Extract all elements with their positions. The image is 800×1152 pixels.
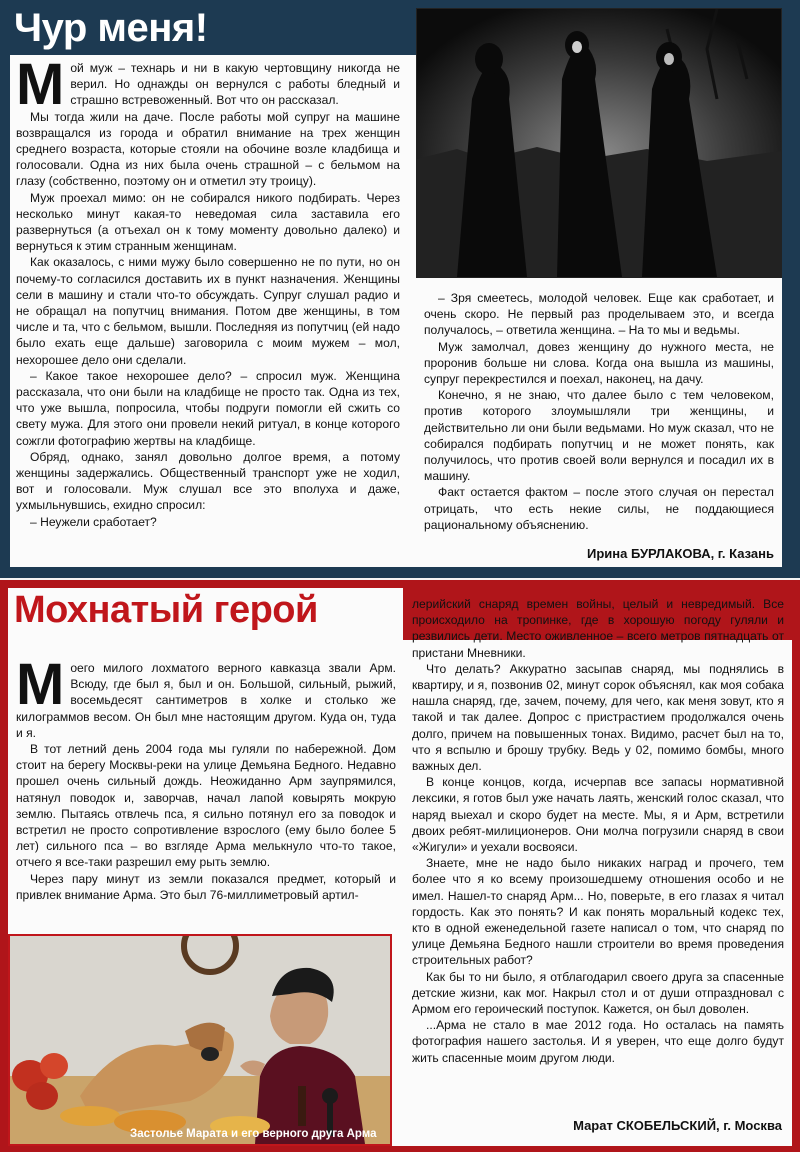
paragraph: – Какое такое нехорошее дело? – спросил муж. Женщина рассказала, что они были на кладбище не просто так. Одна из тех, что уже вышла, попросила, чтобы подруги помогли ей сжить со свету мужа. Для этого они провели некий ритуал, в конце которого сожгли фотографию жертвы на кладбище. bbox=[16, 368, 400, 448]
paragraph: Как бы то ни было, я отблагодарил своего друга за спасенные детские жизни, как мог. Накрыл стол и от души отпраздновал с Армом его героический поступок. Кажется, он был доволен. bbox=[412, 969, 784, 1017]
three-women-photo-graphic bbox=[417, 9, 781, 277]
paragraph: оего милого лохматого верного кавказца звали Арм. Всюду, где был я, был и он. Большой, сильный, рыжий, восемьдесят сантиметров в холке и столько же килограммов весом. Он был мне настоящим другом. Куда он, туда и я. bbox=[16, 661, 396, 740]
paragraph: – Зря смеетесь, молодой человек. Еще как сработает, и очень скоро. Не первый раз проделываем это, и всегда получалось, – ответила женщина. – На то мы и ведьмы. bbox=[424, 291, 774, 338]
paragraph: Как оказалось, с ними мужу было совершенно не по пути, но он почему-то согласился доставить их в пункт назначения. Женщины сели в машину и стали что-то обсуждать. Супруг слушал радио и не обращал на попутчиц внимания. Потом две женщины, в том числе и та, что с бельмом, вышли. Последняя из попутчиц (ей надо было ехать еще дальше) заговорила с моим мужем – мол, нехорошее дело они сделали. bbox=[16, 255, 400, 367]
paragraph: Конечно, я не знаю, что далее было с тем человеком, против которого злоумышляли три женщины, и действительно ли они были ведьмами. Но муж сказал, что не собирался подбирать попутчиц и не может понять, как получилось, что против своей воли вернулся и посадил их в машину. bbox=[424, 388, 774, 484]
article1-left-column bbox=[16, 52, 400, 530]
three-women-photo bbox=[416, 8, 782, 278]
paragraph: В тот летний день 2004 года мы гуляли по набережной. Дом стоит на берегу Москвы-реки на улице Демьяна Бедного. Недавно прошел очень сильный дождь. Неожиданно Арм заупрямился, натянул поводок и, заворчав, начал лапой ковырять мокрую землю. Пытаясь отвлечь пса, я сильно потянул его за поводок и встретил не просто сопротивление взрослого (ему было более 5 лет) сильного пса – во взгляде Арма мелькнуло что-то такое, отчего я все-таки разрешил ему рыть землю. bbox=[16, 742, 396, 870]
dropcap: М bbox=[16, 52, 65, 117]
photo-caption: Застолье Марата и его верного друга Арма bbox=[130, 1128, 377, 1140]
paragraph: – Неужели сработает? bbox=[30, 514, 157, 529]
paragraph: ...Арма не стало в мае 2012 года. Но осталась на память фотография нашего застолья. И я уверен, что еще долго будут жить спасенные моим другом люди. bbox=[412, 1018, 784, 1065]
article-title: Мохнатый герой bbox=[14, 589, 318, 631]
paragraph: Мы тогда жили на даче. После работы мой супруг на машине возвращался из города и обратил внимание на трех женщин среднего возраста, которые стояли на обочине возле кладбища и голосовали. Одна из них была очень страшной – с бельмом на глазу (собственно, поэтому он и отметил эту троицу). bbox=[16, 109, 400, 189]
paragraph: Муж замолчал, довез женщину до нужного места, не проронив больше ни слова. Когда она вышла из машины, супруг перекрестился и поехал, наконец, на дачу. bbox=[424, 339, 774, 387]
author-signature: Марат СКОБЕЛЬСКИЙ, г. Москва bbox=[573, 1118, 782, 1133]
paragraph: Через пару минут из земли показался предмет, который и привлек внимание Арма. Это был 76-миллиметровый артил- bbox=[16, 871, 396, 902]
article1-right-column bbox=[424, 290, 774, 533]
paragraph: Что делать? Аккуратно засыпав снаряд, мы поднялись в квартиру, и я, позвонив 02, минут сорок объяснял, как моя собака нашла снаряд, где, зачем, почему, для чего, как меня зовут, кто я такой и так далее. Допрос с пристрастием продолжался очень долго, причем на повышенных тонах. Видимо, расчет был на то, что я вспылю и брошу трубку. Ведь у 02, помимо бомбы, много важных дел. bbox=[412, 661, 784, 774]
paragraph: лерийский снаряд времен войны, целый и невредимый. Все происходило на тропинке, где в хорошую погоду гуляли и резвились дети. Место оживленное – всего метров пятнадцать от пристани Мневники. bbox=[412, 597, 784, 660]
article2-left-column bbox=[16, 652, 396, 903]
paragraph: Муж проехал мимо: он не собирался никого подбирать. Через несколько минут какая-то неведомая сила заставила его развернуться (а отъехал он к тому моменту довольно далеко) и вернуться к этим странным женщинам. bbox=[16, 190, 400, 254]
paragraph: ой муж – технарь и ни в какую чертовщину никогда не верил. Но однажды он вернулся с работы бледный и страшно встревоженный. Вот что он рассказал. bbox=[70, 61, 400, 108]
paragraph: В конце концов, когда, исчерпав все запасы нормативной лексики, я готов был уже начать лаять, женский голос сказал, что наряд выехал и скоро будет на месте. Мы, я и Арм, встретили двоих ребят-милиционеров. Они молча погрузили снаряд в свои «Жигули» и уехали восвояси. bbox=[412, 775, 784, 855]
paragraph: Знаете, мне не надо было никаких наград и прочего, тем более что я ко всему произошедшему отношения особо и не имел. Нашел-то снаряд Арм... Но, поверьте, в его глазах я читал гордость. Как это понять? И как понять моральный кодекс тех, кто в одной еженедельной газете написал о том, что снаряд по улице Демьяна Бедного нашли строители во время проведения строительных работ? bbox=[412, 856, 784, 968]
paragraph: Обряд, однако, занял довольно долгое время, а потому женщины задержались. Общественный транспорт уже не ходил, вот и голосовали. Муж слушал все это вполуха и даже, ухмыльнувшись, ехидно спросил: bbox=[16, 449, 400, 513]
article2-right-column bbox=[412, 596, 784, 1066]
paragraph: Факт остается фактом – после этого случая он перестал отрицать, что есть некие силы, не поддающиеся рациональному объяснению. bbox=[424, 485, 774, 532]
author-signature: Ирина БУРЛАКОВА, г. Казань bbox=[586, 546, 774, 561]
man-with-dog-photo-graphic bbox=[10, 936, 390, 1144]
man-with-dog-photo bbox=[8, 934, 392, 1146]
dropcap: М bbox=[16, 652, 65, 717]
article-title: Чур меня! bbox=[14, 6, 208, 50]
